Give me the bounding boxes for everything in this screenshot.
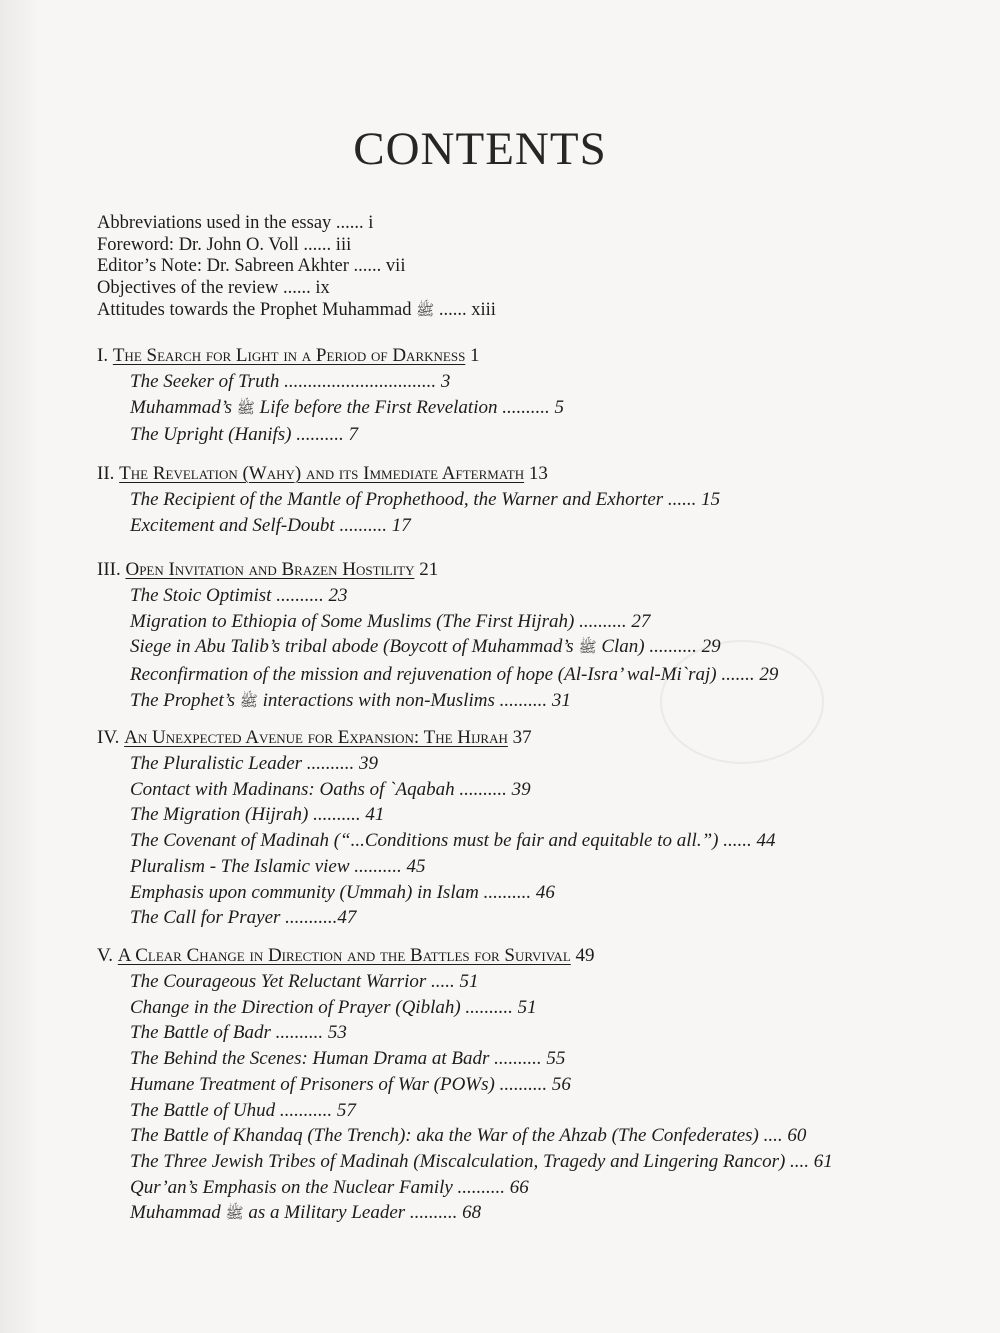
salutation-seal-icon: ﷺ <box>239 693 258 710</box>
toc-entry: Humane Treatment of Prisoners of War (POWs) .......... 56 <box>130 1073 571 1095</box>
toc-entry: The Recipient of the Mantle of Prophethood, the Warner and Exhorter ...... 15 <box>130 489 721 510</box>
toc-entry: Excitement and Self-Doubt .......... 17 <box>130 514 411 536</box>
toc-entry: The Stoic Optimist .......... 23 <box>130 585 348 606</box>
toc-entry: Migration to Ethiopia of Some Muslims (The First Hijrah) .......... 27 <box>130 610 651 632</box>
page-title: CONTENTS <box>353 123 607 175</box>
section-3 <box>97 557 977 716</box>
section-2 <box>97 461 977 538</box>
toc-entry: The Battle of Badr .......... 53 <box>130 1022 347 1044</box>
section-heading: II. The Revelation (Wahy) and its Immediate Aftermath 13 <box>97 463 548 484</box>
binding-shadow <box>0 0 40 1333</box>
section-heading: I. The Search for Light in a Period of Darkness 1 <box>97 345 480 366</box>
toc-entry: The Courageous Yet Reluctant Warrior ..... 51 <box>130 971 479 992</box>
toc-entry: The Covenant of Madinah (“...Conditions must be fair and equitable to all.”) ...... 44 <box>130 830 776 852</box>
section-heading: III. Open Invitation and Brazen Hostility 21 <box>97 559 439 580</box>
salutation-seal-icon: ﷺ <box>578 640 597 657</box>
toc-entry: The Prophet’s ﷺ interactions with non-Muslims .......... 31 <box>130 689 571 711</box>
section-heading: IV. An Unexpected Avenue for Expansion: The Hijrah 37 <box>97 727 532 748</box>
toc-entry: Pluralism - The Islamic view .......... 45 <box>130 855 426 877</box>
toc-entry: The Battle of Khandaq (The Trench): aka the War of the Ahzab (The Confederates) .... 60 <box>130 1125 807 1147</box>
toc-entry: Muhammad’s ﷺ Life before the First Revelation .......... 5 <box>130 396 564 418</box>
prelim-item: Abbreviations used in the essay ...... i <box>97 213 374 233</box>
toc-entry: Muhammad ﷺ as a Military Leader .......... 68 <box>130 1202 482 1224</box>
toc-entry: The Seeker of Truth ................................ 3 <box>130 371 451 392</box>
section-5 <box>97 943 977 1228</box>
salutation-seal-icon: ﷺ <box>236 400 255 417</box>
salutation-seal-icon: ﷺ <box>416 302 435 319</box>
prelim-item: Attitudes towards the Prophet Muhammad ﷺ ...... xiii <box>97 299 496 320</box>
salutation-seal-icon: ﷺ <box>225 1206 244 1223</box>
toc-entry: Emphasis upon community (Ummah) in Islam .......... 46 <box>130 881 555 903</box>
toc-entry: Reconfirmation of the mission and rejuvenation of hope (Al-Isra’ wal-Mi`raj) ....... 29 <box>130 664 779 686</box>
toc-entry: Change in the Direction of Prayer (Qiblah) .......... 51 <box>130 996 537 1018</box>
toc-entry: The Call for Prayer ...........47 <box>130 907 357 929</box>
prelim-item: Foreword: Dr. John O. Voll ...... iii <box>97 234 352 255</box>
toc-entry: The Upright (Hanifs) .......... 7 <box>130 424 358 446</box>
section-4 <box>97 725 977 931</box>
section-1 <box>97 343 977 448</box>
prelim-item: Editor’s Note: Dr. Sabreen Akhter ...... vii <box>97 256 406 277</box>
section-heading: V. A Clear Change in Direction and the Battles for Survival 49 <box>97 945 595 966</box>
prelims-list <box>97 213 496 323</box>
toc-entry: Siege in Abu Talib’s tribal abode (Boycott of Muhammad’s ﷺ Clan) .......... 29 <box>130 636 721 658</box>
toc-entry: The Pluralistic Leader .......... 39 <box>130 753 379 774</box>
toc-entry: The Behind the Scenes: Human Drama at Badr .......... 55 <box>130 1048 566 1070</box>
prelim-item: Objectives of the review ...... ix <box>97 278 330 299</box>
toc-entry: Qur’an’s Emphasis on the Nuclear Family .......... 66 <box>130 1176 529 1198</box>
toc-entry: The Battle of Uhud ........... 57 <box>130 1099 356 1121</box>
toc-entry: The Three Jewish Tribes of Madinah (Miscalculation, Tragedy and Lingering Rancor) .... 61 <box>130 1150 833 1172</box>
toc-entry: Contact with Madinans: Oaths of `Aqabah .......... 39 <box>130 778 531 800</box>
toc-entry: The Migration (Hijrah) .......... 41 <box>130 804 385 826</box>
